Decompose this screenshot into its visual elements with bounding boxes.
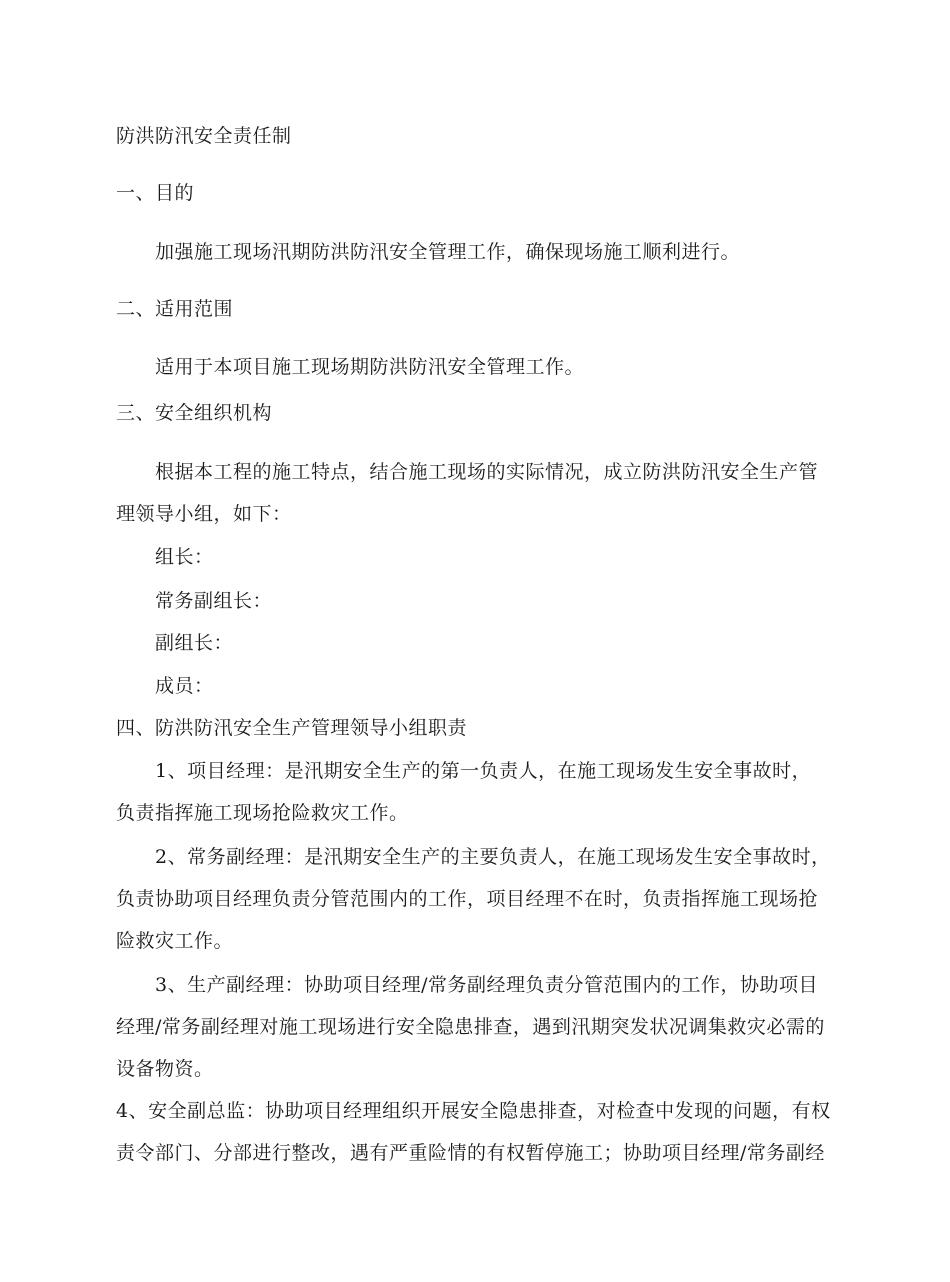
role-executive-deputy-leader: 常务副组长： (155, 590, 273, 612)
duty-item-1-line-2: 负责指挥施工现场抢险救灾工作。 (116, 802, 409, 824)
duty-item-2-line-1: 2、常务副经理：是汛期安全生产的主要负责人，在施工现场发生安全事故时， (155, 846, 831, 868)
duty-item-4-line-2: 责令部门、分部进行整改，遇有严重险情的有权暂停施工；协助项目经理/常务副经 (116, 1142, 825, 1164)
duty-item-3-line-1: 3、生产副经理：协助项目经理/常务副经理负责分管范围内的工作，协助项目 (155, 974, 818, 996)
section-heading-scope: 二、适用范围 (116, 298, 234, 320)
duty-item-2-line-2: 负责协助项目经理负责分管范围内的工作，项目经理不在时，负责指挥施工现场抢 (116, 888, 819, 910)
paragraph-purpose: 加强施工现场汛期防洪防汛安全管理工作，确保现场施工顺利进行。 (155, 241, 741, 263)
paragraph-organization-line-2: 理领导小组，如下： (116, 503, 292, 525)
role-deputy-leader: 副组长： (155, 632, 234, 654)
section-heading-organization: 三、安全组织机构 (116, 402, 273, 424)
duty-item-3-line-3: 设备物资。 (116, 1058, 214, 1080)
role-members: 成员： (155, 675, 214, 697)
paragraph-scope: 适用于本项目施工现场期防洪防汛安全管理工作。 (155, 356, 585, 378)
duty-item-2-line-3: 险救灾工作。 (116, 930, 234, 952)
duty-item-3-line-2: 经理/常务副经理对施工现场进行安全隐患排查，遇到汛期突发状况调集救灾必需的 (116, 1016, 825, 1038)
duty-item-1-line-1: 1、项目经理：是汛期安全生产的第一负责人，在施工现场发生安全事故时， (155, 760, 812, 782)
role-leader: 组长： (155, 546, 214, 568)
section-heading-purpose: 一、目的 (116, 182, 195, 204)
section-heading-duties: 四、防洪防汛安全生产管理领导小组职责 (116, 717, 468, 739)
duty-item-4-line-1: 4、安全副总监：协助项目经理组织开展安全隐患排查，对检查中发现的问题，有权 (116, 1100, 831, 1122)
paragraph-organization-line-1: 根据本工程的施工特点，结合施工现场的实际情况，成立防洪防汛安全生产管 (155, 461, 819, 483)
document-title: 防洪防汛安全责任制 (116, 125, 292, 147)
